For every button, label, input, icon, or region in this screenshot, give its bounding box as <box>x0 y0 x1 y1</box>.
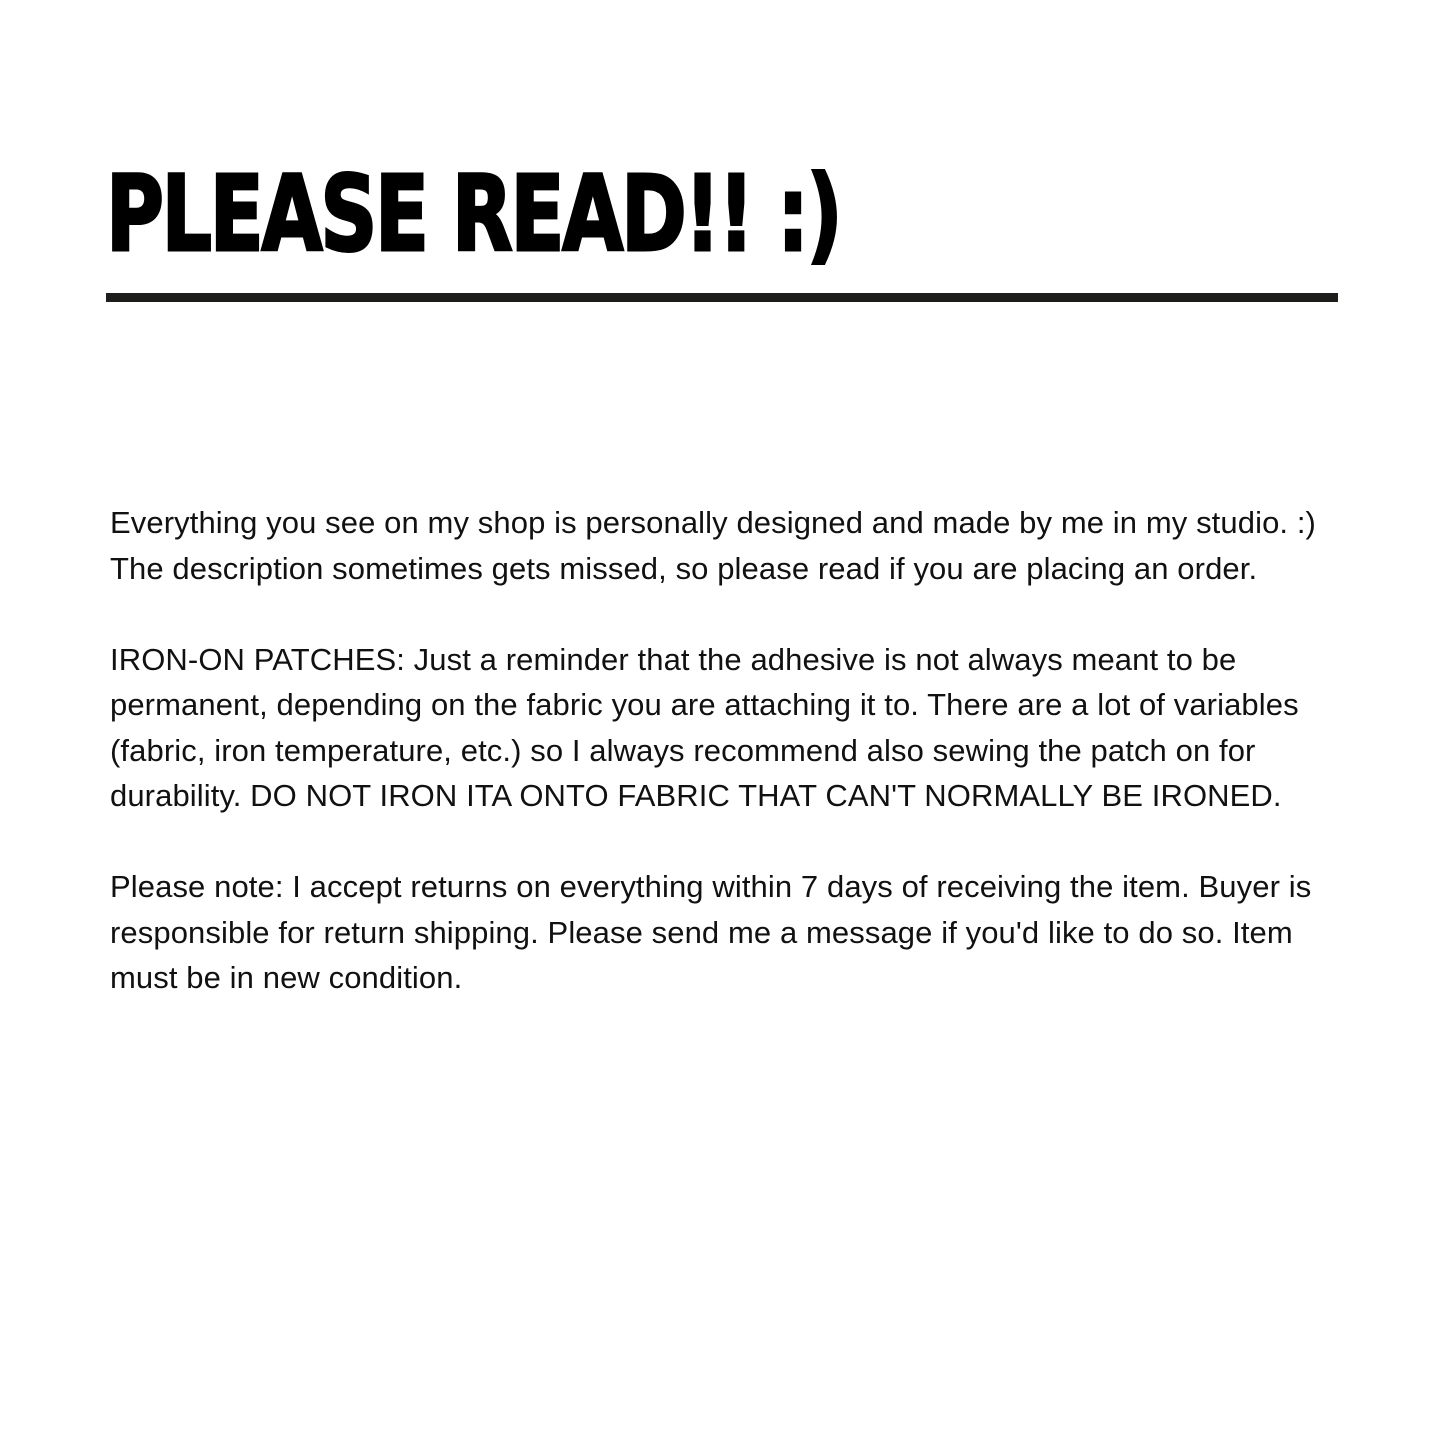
policy-paragraph-iron-on-patches: IRON-ON PATCHES: Just a reminder that the adhesive is not always meant to be permanent, depending on the fabric you are attaching it to. There are a lot of variables (fabric, iron temperature, etc.) so I always recommend also sewing the patch on for durability. DO NOT IRON ITA ONTO FABRIC THAT CAN'T NORMALLY BE IRONED. <box>110 641 1299 813</box>
policy-paragraph-intro: Everything you see on my shop is personally designed and made by me in my studio. :) The description sometimes gets missed, so please read if you are placing an order. <box>110 505 1316 586</box>
title-divider <box>106 293 1338 302</box>
policy-text <box>110 500 1350 1046</box>
page-title: PLEASE READ!! :) <box>106 153 841 275</box>
policy-paragraph-returns: Please note: I accept returns on everything within 7 days of receiving the item. Buyer is responsible for return shipping. Please send me a message if you'd like to do so. Item must be in new condition. <box>110 869 1312 995</box>
